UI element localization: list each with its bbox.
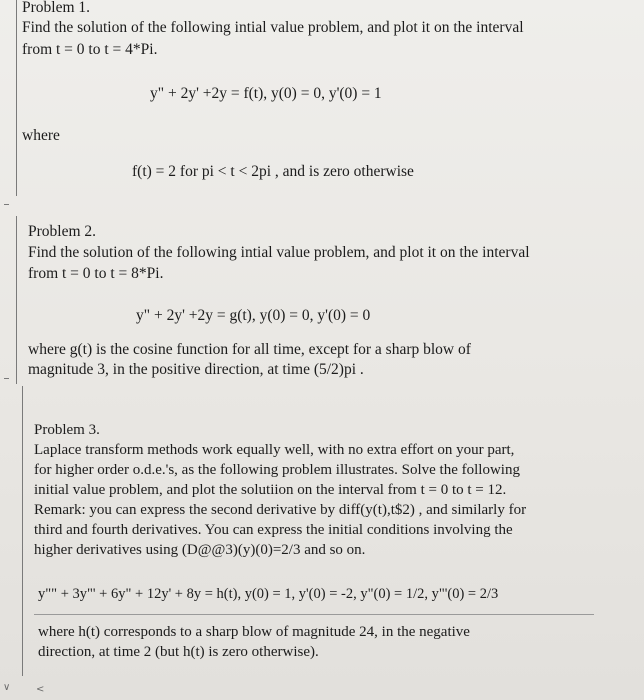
problem1-heading: Problem 1. xyxy=(22,0,91,16)
problem2-line1: Find the solution of the following intial value problem, and plot it on the interval xyxy=(28,244,530,261)
problem3-line5: third and fourth derivatives. You can express the initial conditions involving the xyxy=(34,522,513,538)
problem1-line1: Find the solution of the following intial value problem, and plot it on the interval xyxy=(22,19,524,36)
cell-bracket xyxy=(22,386,23,676)
cell-marker xyxy=(4,204,9,205)
cell-marker xyxy=(4,378,9,379)
problem1-condition: f(t) = 2 for pi < t < 2pi , and is zero otherwise xyxy=(132,163,414,180)
cell-bracket xyxy=(16,216,17,384)
problem1-line2: from t = 0 to t = 4*Pi. xyxy=(22,41,158,58)
problem3-heading: Problem 3. xyxy=(34,422,100,438)
cell-bracket xyxy=(16,0,17,196)
problem1-where: where xyxy=(22,127,60,144)
problem3-line4: Remark: you can express the second derivative by diff(y(t),t$2) , and similarly for xyxy=(34,502,527,518)
chevron-down-icon[interactable]: ∨ xyxy=(3,682,11,693)
problem3-where-line1: where h(t) corresponds to a sharp blow of magnitude 24, in the negative xyxy=(38,624,470,640)
chevron-left-icon[interactable]: < xyxy=(36,684,45,695)
problem3-line3: initial value problem, and plot the solutiion on the interval from t = 0 to t = 12. xyxy=(34,482,507,498)
problem2-heading: Problem 2. xyxy=(28,223,97,240)
problem3-line2: for higher order o.d.e.'s, as the following problem illustrates. Solve the following xyxy=(34,462,520,478)
problem2-equation: y" + 2y' +2y = g(t), y(0) = 0, y'(0) = 0 xyxy=(136,307,371,324)
problem1-equation: y" + 2y' +2y = f(t), y(0) = 0, y'(0) = 1 xyxy=(150,85,382,102)
problem3-line1: Laplace transform methods work equally well, with no extra effort on your part, xyxy=(34,442,515,458)
problem3-where-line2: direction, at time 2 (but h(t) is zero otherwise). xyxy=(38,644,319,660)
problem3-equation: y"" + 3y"' + 6y" + 12y' + 8y = h(t), y(0) = 1, y'(0) = -2, y"(0) = 1/2, y"'(0) = 2/3 xyxy=(38,586,499,602)
problem2-where-line2: magnitude 3, in the positive direction, at time (5/2)pi . xyxy=(28,361,364,378)
problem2-where-line1: where g(t) is the cosine function for all time, except for a sharp blow of xyxy=(28,341,471,358)
divider xyxy=(34,614,594,615)
problem3-line6: higher derivatives using (D@@3)(y)(0)=2/3 and so on. xyxy=(34,542,366,558)
problem2-line2: from t = 0 to t = 8*Pi. xyxy=(28,265,164,282)
